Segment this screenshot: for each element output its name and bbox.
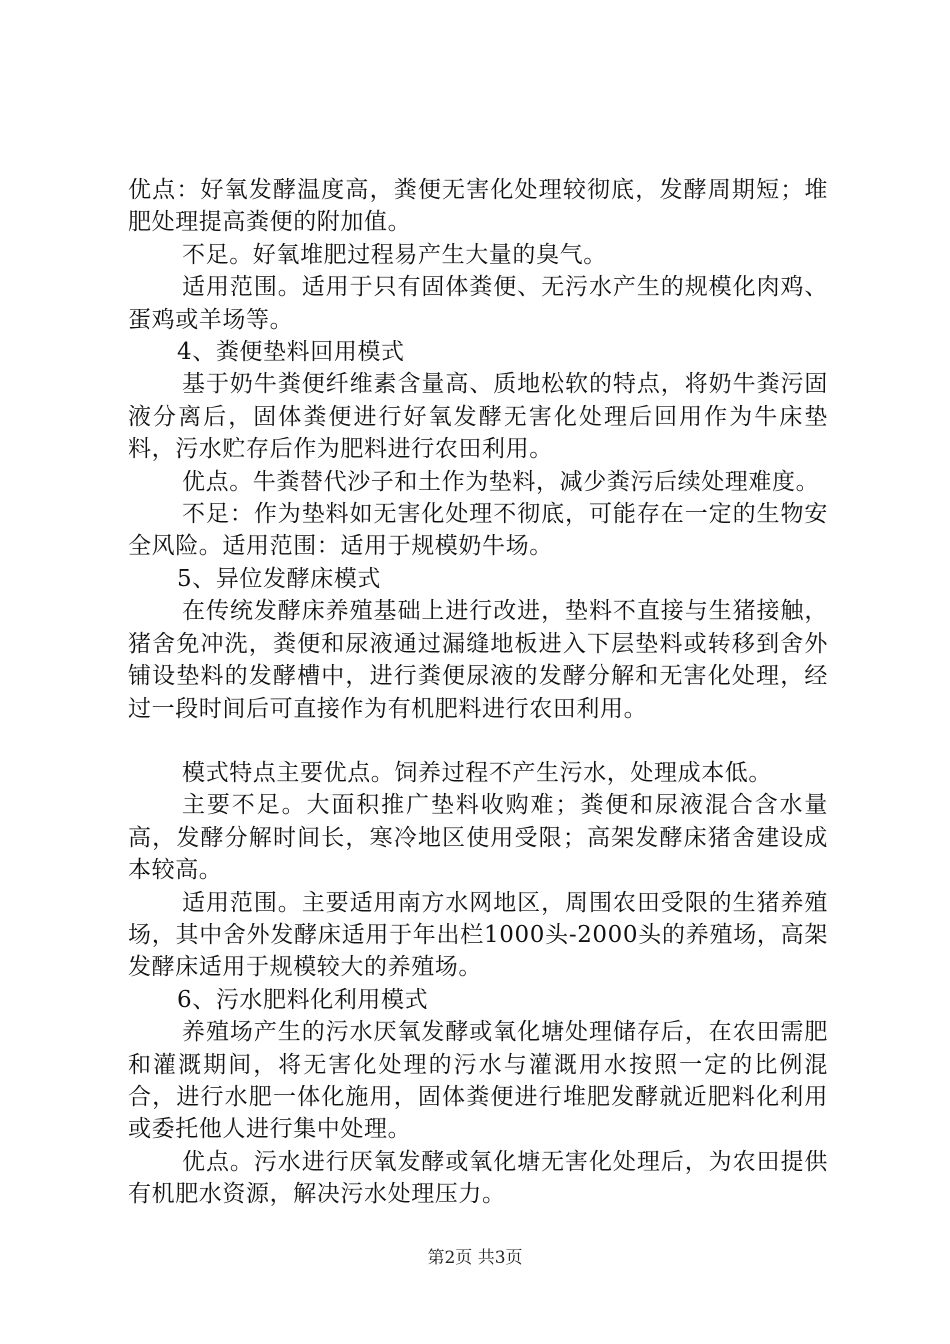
body-text: [128, 174, 828, 1211]
paragraph-bedding-shortcomings: 不足：作为垫料如无害化处理不彻底，可能存在一定的生物安全风险。适用范围：适用于规模奶牛场。: [128, 501, 828, 560]
paragraph-bedding-description: 基于奶牛粪便纤维素含量高、质地松软的特点，将奶牛粪污固液分离后，固体粪便进行好氧发酵无害化处理后回用作为牛床垫料，污水贮存后作为肥料进行农田利用。: [128, 371, 828, 463]
page-number-footer: 第2页 共3页: [427, 1248, 523, 1268]
paragraph-gap: [128, 725, 828, 757]
paragraph-fermentation-advantages: 模式特点主要优点。饲养过程不产生污水，处理成本低。: [182, 759, 772, 786]
paragraph-fermentation-scope: 适用范围。主要适用南方水网地区，周围农田受限的生猪养殖场，其中舍外发酵床适用于年出栏1000头-2000头的养殖场，高架发酵床适用于规模较大的养殖场。: [128, 889, 828, 981]
paragraph-sewage-description: 养殖场产生的污水厌氧发酵或氧化塘处理储存后，在农田需肥和灌溉期间，将无害化处理的污水与灌溉用水按照一定的比例混合，进行水肥一体化施用，固体粪便进行堆肥发酵就近肥料化利用或委托他人进行集中处理。: [128, 1019, 828, 1143]
paragraph-shortcomings-aerobic: 不足。好氧堆肥过程易产生大量的臭气。: [182, 241, 607, 268]
section-heading-ectopic-fermentation: 5、异位发酵床模式: [177, 565, 382, 592]
paragraph-fermentation-shortcomings: 主要不足。大面积推广垫料收购难；粪便和尿液混合含水量高，发酵分解时间长，寒冷地区使用受限；高架发酵床猪舍建设成本较高。: [128, 792, 828, 884]
paragraph-sewage-advantages: 优点。污水进行厌氧发酵或氧化塘无害化处理后，为农田提供有机肥水资源，解决污水处理压力。: [128, 1148, 828, 1208]
paragraph-scope-aerobic: 适用范围。适用于只有固体粪便、无污水产生的规模化肉鸡、蛋鸡或羊场等。: [128, 274, 828, 333]
section-heading-sewage-fertilizer: 6、污水肥料化利用模式: [177, 986, 429, 1013]
paragraph-fermentation-description: 在传统发酵床养殖基础上进行改进，垫料不直接与生猪接触，猪舍免冲洗，粪便和尿液通过漏缝地板进入下层垫料或转移到舍外铺设垫料的发酵槽中，进行粪便尿液的发酵分解和无害化处理，经过一段时间后可直接作为有机肥料进行农田利用。: [128, 598, 828, 722]
paragraph-advantages-aerobic: 优点：好氧发酵温度高，粪便无害化处理较彻底，发酵周期短；堆肥处理提高粪便的附加值。: [128, 177, 828, 236]
paragraph-bedding-advantages: 优点。牛粪替代沙子和土作为垫料，减少粪污后续处理难度。: [182, 468, 820, 495]
section-heading-bedding-reuse: 4、粪便垫料回用模式: [177, 339, 405, 366]
